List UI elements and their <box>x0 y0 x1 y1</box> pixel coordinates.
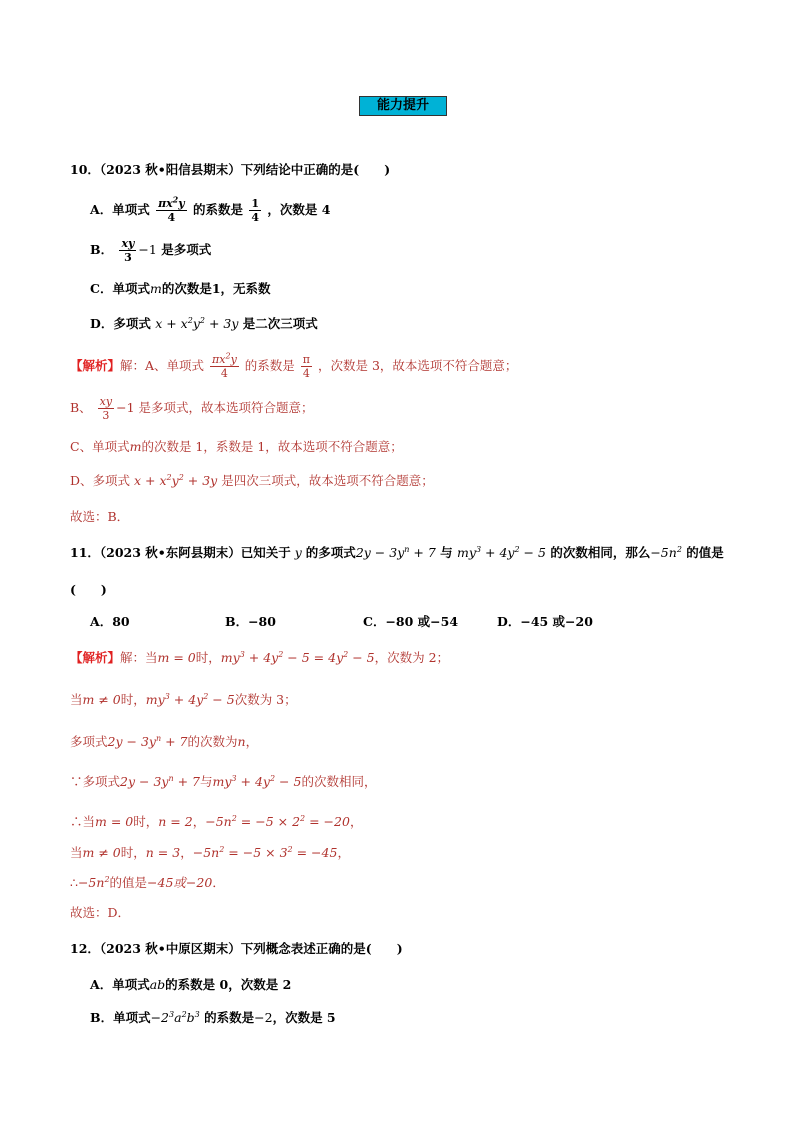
q10-a-frac-monomial: $\frac{\pi x^2y}{4}$ <box>158 194 185 224</box>
a11-l5-cond: m = 0 <box>95 814 134 829</box>
a11-line2 <box>70 690 297 710</box>
q12-b-label: B．单项式 <box>90 1010 151 1025</box>
a10-line5: 故选：B． <box>70 509 130 524</box>
a11-l4-poly1: $2y - 3y^n + 7$ <box>120 773 201 789</box>
a10-l3-post: 的次数是 1，系数是 1，故本选项不符合题意； <box>141 439 403 454</box>
a11-l3-mid: 的次数为 <box>187 734 238 749</box>
q11-option-c[interactable]: C．−80 或−54 <box>363 614 459 629</box>
q10-b-label: B． <box>90 242 114 257</box>
a10-l2-frac: $\frac{xy}{3}$ <box>99 395 113 422</box>
a11-l3-poly: $2y - 3y^n + 7$ <box>107 733 188 749</box>
a11-l2-poly: $my^3 + 4y^2 - 5$ <box>145 691 235 707</box>
a11-l5-mid: 时， <box>133 814 159 829</box>
a11-line8: 故选：D． <box>70 905 131 920</box>
a11-l4-mid: 与 <box>200 774 213 789</box>
q12-b-mid: 的系数是 <box>204 1010 255 1025</box>
a11-l6-mid: 时， <box>120 845 146 860</box>
a11-l1-cond: m = 0 <box>157 650 196 665</box>
therefore-icon-2: ∴ <box>70 875 78 890</box>
a11-l6-cond: m ≠ 0 <box>82 845 121 860</box>
q10-option-d[interactable] <box>90 314 318 334</box>
q10-b-frac: $\frac{xy}{3}$ <box>121 237 135 264</box>
a11-l6-sep: ， <box>180 845 193 860</box>
q11-stem <box>70 543 724 563</box>
q11-stem-part3: 与 <box>440 545 453 560</box>
q11-option-d[interactable]: D．−45 或−20 <box>497 614 593 629</box>
a11-l3-pre: 多项式 <box>70 734 108 749</box>
a11-l6-n: n = 3 <box>145 845 181 860</box>
a11-l6-pre: 当 <box>70 845 83 860</box>
a11-l4-poly2: $my^3 + 4y^2 - 5$ <box>212 773 302 789</box>
a11-l6-post: ， <box>337 845 350 860</box>
q12-a-var: ab <box>149 977 166 992</box>
q11-var-y: y <box>290 545 306 560</box>
a11-l6-calc: $-5n^2 = -5 \times 3^2 = -45$ <box>192 844 338 860</box>
q10-d-post: 是二次三项式 <box>242 316 318 331</box>
q10-d-label: D．多项式 <box>90 316 151 331</box>
a10-line1 <box>70 352 517 380</box>
a11-line3 <box>70 732 258 752</box>
q12-option-a[interactable] <box>90 975 291 995</box>
analysis-tag: 【解析】 <box>70 358 121 373</box>
q10-a-post: ，次数是 4 <box>267 202 331 217</box>
a11-l4-pre: 多项式 <box>82 774 121 789</box>
a11-l7-mid: 的值是 <box>109 875 148 890</box>
q12-b-monomial: $-2^3a^2b^3$ <box>150 1009 200 1025</box>
a11-l2-pre: 当 <box>70 692 83 707</box>
a11-line6 <box>70 843 350 863</box>
q12-b-post: ，次数是 5 <box>272 1010 336 1025</box>
q12-a-post: 的系数是 0，次数是 2 <box>165 977 292 992</box>
a11-line4 <box>70 772 376 792</box>
a11-l2-post: 次数为 3； <box>234 692 297 707</box>
q10-stem: 10．（2023 秋•阳信县期末）下列结论中正确的是( ) <box>70 162 391 177</box>
a11-line5 <box>70 812 362 832</box>
q10-a-mid: 的系数是 <box>193 202 244 217</box>
a11-l5-calc: $-5n^2 = -5 \times 2^2 = -20$ <box>205 813 350 829</box>
analysis-tag-2: 【解析】 <box>70 650 121 665</box>
a11-l1-mid: 时， <box>195 650 221 665</box>
q11-poly2: $my^3 + 4y^2 - 5$ <box>457 544 546 560</box>
a11-l5-post: ， <box>349 814 363 829</box>
a10-frac-monomial: $\frac{\pi x^2y}{4}$ <box>212 351 237 380</box>
q11-poly1: $2y - 3y^n + 7$ <box>355 544 436 560</box>
a11-l2-cond: m ≠ 0 <box>82 692 121 707</box>
a10-l4-poly: $x + x^2y^2 + 3y$ <box>134 472 218 488</box>
a11-l5-n: n = 2 <box>158 814 193 829</box>
a11-l4-post: 的次数相同， <box>301 774 377 789</box>
a11-l7-post: ． <box>212 875 225 890</box>
a11-l7-expr: $-5n^2$ <box>77 874 110 890</box>
a10-l3-pre: C、单项式 <box>70 439 130 454</box>
q11-stem-part4: 的次数相同，那么 <box>550 545 651 560</box>
q12-stem: 12．（2023 秋•中原区期末）下列概念表述正确的是( ) <box>70 941 403 956</box>
a10-line2: B、 $\frac{xy}{3}$ −1 是多项式，故本选项符合题意； <box>70 395 314 422</box>
a10-l1-post: ，次数是 3，故本选项不符合题意； <box>317 358 518 373</box>
q10-option-b[interactable]: B． $\frac{xy}{3}$ −1 是多项式 <box>90 237 212 264</box>
a10-line4 <box>70 471 434 491</box>
q12-option-b[interactable] <box>90 1008 336 1028</box>
q10-b-post: 是多项式 <box>161 242 212 257</box>
q10-c-var: m <box>149 281 162 296</box>
because-icon: ∵ <box>70 774 83 789</box>
a11-l1-pre: 解：当 <box>120 650 158 665</box>
q11-paren: ( ) <box>70 582 107 597</box>
q10-c-post: 的次数是1，无系数 <box>161 281 271 296</box>
a11-l3-post: ， <box>245 734 259 749</box>
a10-frac-coef: $\frac{\pi}{4}$ <box>302 353 310 380</box>
q10-a-label: A．单项式 <box>90 202 150 217</box>
q10-option-c[interactable] <box>90 279 271 299</box>
section-banner: 能力提升 <box>359 96 447 116</box>
q11-option-a[interactable]: A．80 <box>90 614 130 629</box>
q12-a-label: A．单项式 <box>90 977 150 992</box>
a10-l1-mid: 的系数是 <box>244 358 295 373</box>
q11-stem-part2: 的多项式 <box>305 545 356 560</box>
a11-l2-mid: 时， <box>120 692 146 707</box>
a10-line3 <box>70 437 403 457</box>
a10-l4-pre: D、多项式 <box>70 473 131 488</box>
q11-stem-part5: 的值是 <box>686 545 724 560</box>
q10-c-label: C．单项式 <box>90 281 150 296</box>
a11-l5-sep: ， <box>192 814 206 829</box>
a10-l2-pre: B、 <box>70 400 92 415</box>
q11-stem-part1: 11．（2023 秋•东阿县期末）已知关于 <box>70 545 291 560</box>
a11-line7 <box>70 873 225 893</box>
a11-l1-post: ，次数为 2； <box>374 650 450 665</box>
a10-l3-var: m <box>129 439 142 454</box>
q11-expr: $-5n^2$ <box>650 544 682 560</box>
a11-l7-vals: −45或−20 <box>147 875 213 890</box>
therefore-icon: ∴ <box>70 814 83 829</box>
a11-l3-var: n <box>237 734 246 749</box>
a10-l1-pre: 解：A、单项式 <box>120 358 205 373</box>
a11-l5-pre: 当 <box>82 814 96 829</box>
q11-option-b[interactable]: B．−80 <box>225 614 276 629</box>
a11-l1-eq: $my^3 + 4y^2 - 5 = 4y^2 - 5$ <box>220 649 375 665</box>
q10-option-a[interactable] <box>90 196 330 224</box>
q10-d-poly: $x + x^2y^2 + 3y$ <box>155 315 239 331</box>
q12-b-coef: −2 <box>254 1010 273 1025</box>
a10-l2-post: 是多项式，故本选项符合题意； <box>138 400 314 415</box>
a10-l4-post: 是四次三项式，故本选项不符合题意； <box>221 473 434 488</box>
a11-line1 <box>70 648 449 668</box>
q10-a-frac-coef: $\frac{1}{4}$ <box>251 197 260 224</box>
